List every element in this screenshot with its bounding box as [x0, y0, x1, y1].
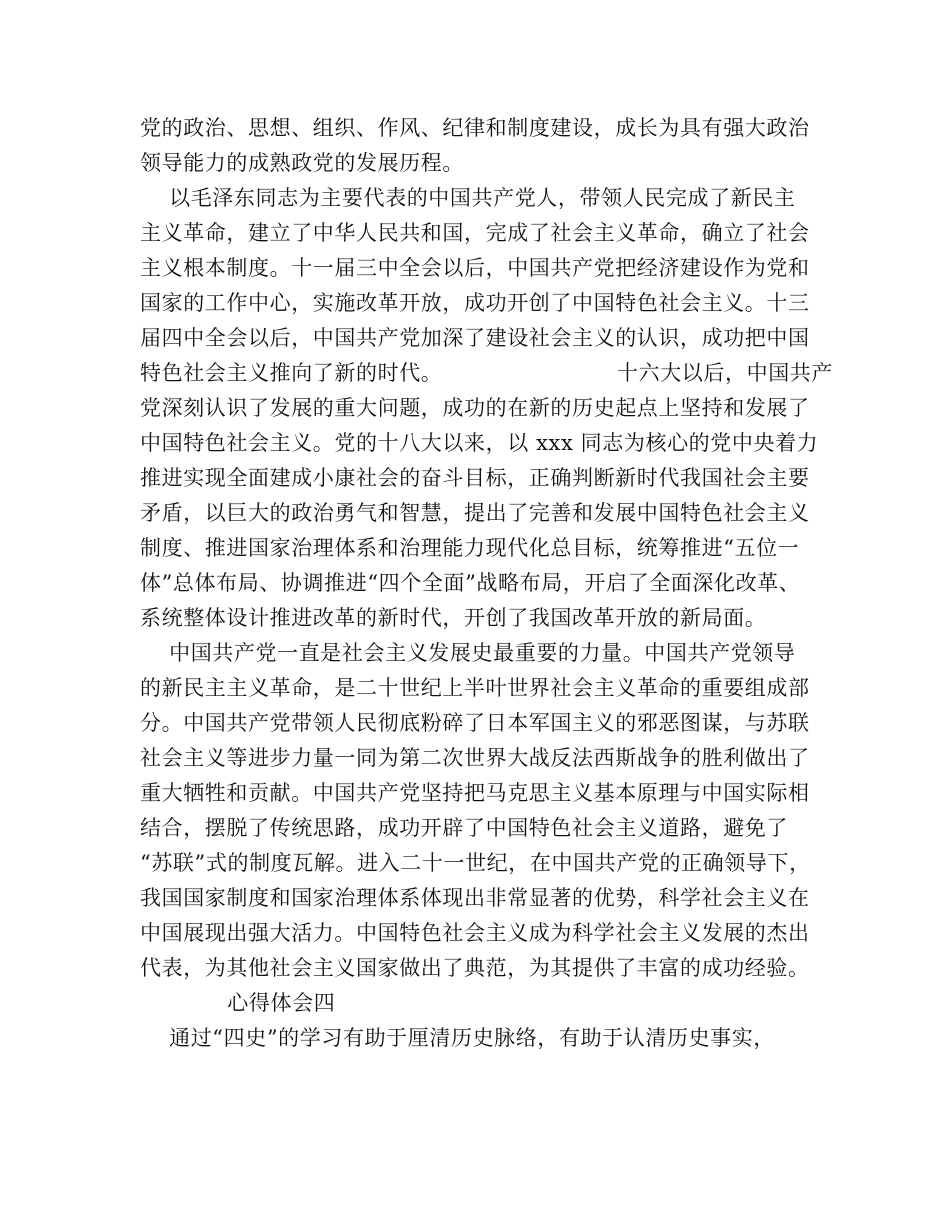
- section-heading: 心得体会四: [140, 991, 336, 1015]
- text-line: 分。中国共产党带领人民彻底粉碎了日本军国主义的邪恶图谋，与苏联: [140, 711, 810, 735]
- text-line: “苏联”式的制度瓦解。进入二十一世纪，在中国共产党的正确领导下，: [140, 851, 811, 875]
- text-line: 国家的工作中心，实施改革开放，成功开创了中国特色社会主义。十三: [140, 291, 810, 315]
- text-line: 领导能力的成熟政党的发展历程。: [140, 151, 464, 175]
- text-line: 重大牺牲和贡献。中国共产党坚持把马克思主义基本原理与中国实际相: [140, 781, 810, 805]
- text-line: 党深刻认识了发展的重大问题，成功的在新的历史起点上坚持和发展了: [140, 396, 810, 420]
- text-line: 矛盾，以巨大的政治勇气和智慧，提出了完善和发展中国特色社会主义: [140, 501, 810, 525]
- text-line: 以毛泽东同志为主要代表的中国共产党人，带领人民完成了新民主: [140, 186, 796, 210]
- text-line: 我国国家制度和国家治理体系体现出非常显著的优势，科学社会主义在: [140, 886, 810, 910]
- text-line: 社会主义等进步力量一同为第二次世界大战反法西斯战争的胜利做出了: [140, 746, 810, 770]
- text-line: 中国特色社会主义。党的十八大以来，以 xxx 同志为核心的党中央着力: [140, 431, 819, 455]
- text-line: 结合，摆脱了传统思路，成功开辟了中国特色社会主义道路，避免了: [140, 816, 788, 840]
- text-line: 通过“四史”的学习有助于厘清历史脉络，有助于认清历史事实，: [140, 1026, 775, 1050]
- text-line: 党的政治、思想、组织、作风、纪律和制度建设，成长为具有强大政治: [140, 116, 810, 140]
- text-line: 代表，为其他社会主义国家做出了典范，为其提供了丰富的成功经验。: [140, 956, 810, 980]
- text-line: 制度、推进国家治理体系和治理能力现代化总目标，统筹推进“五位一: [140, 536, 800, 560]
- text-line: 中国共产党一直是社会主义发展史最重要的力量。中国共产党领导: [140, 641, 796, 665]
- text-line: 主义革命，建立了中华人民共和国，完成了社会主义革命，确立了社会: [140, 221, 810, 245]
- text-line: 中国展现出强大活力。中国特色社会主义成为科学社会主义发展的杰出: [140, 921, 810, 945]
- text-line: 特色社会主义推向了新的时代。 十六大以后，中国共产: [140, 361, 834, 385]
- text-line: 系统整体设计推进改革的新时代，开创了我国改革开放的新局面。: [140, 606, 767, 630]
- text-line: 体”总体布局、协调推进“四个全面”战略布局，开启了全面深化改革、: [140, 571, 801, 595]
- text-line: 的新民主主义革命，是二十世纪上半叶世界社会主义革命的重要组成部: [140, 676, 810, 700]
- text-line: 主义根本制度。十一届三中全会以后，中国共产党把经济建设作为党和: [140, 256, 810, 280]
- text-line: 届四中全会以后，中国共产党加深了建设社会主义的认识，成功把中国: [140, 326, 810, 350]
- text-line: 推进实现全面建成小康社会的奋斗目标，正确判断新时代我国社会主要: [140, 466, 810, 490]
